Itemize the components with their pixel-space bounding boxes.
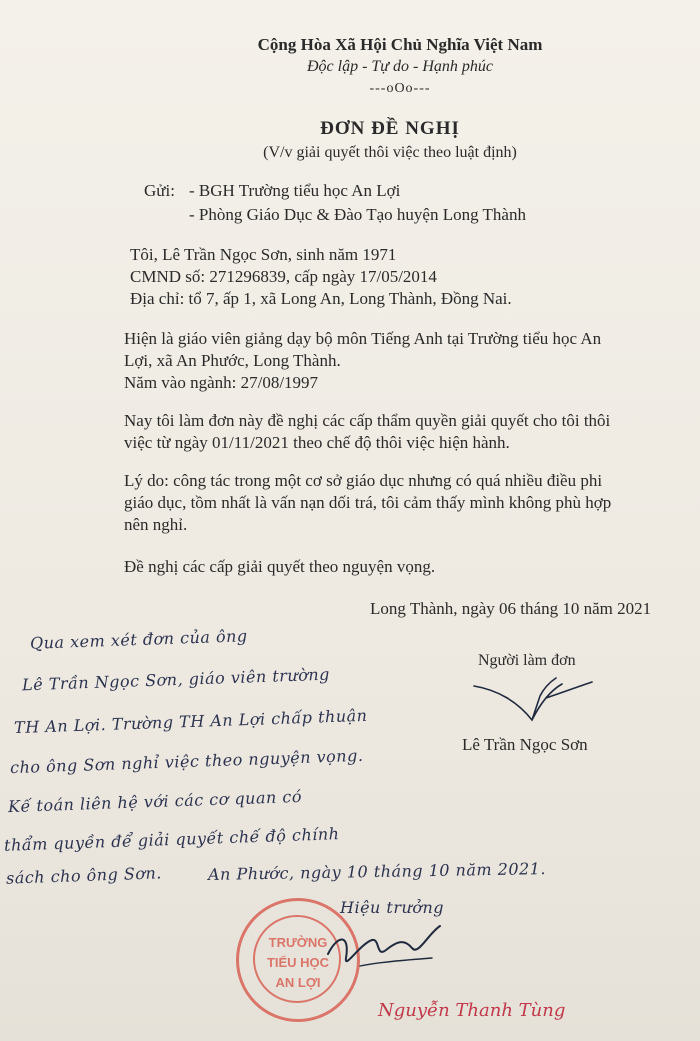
request-line: việc từ ngày 01/11/2021 theo chế độ thôi việc hiện hành. — [124, 433, 510, 452]
stamp-text: TRƯỜNG — [268, 935, 328, 950]
document-subject: (V/v giải quyết thôi việc theo luật định) — [263, 144, 517, 161]
handwritten-line: Kế toán liên hệ với các cơ quan có — [7, 786, 303, 817]
handwritten-line: Qua xem xét đơn của ông — [29, 626, 248, 653]
closing-line: Đề nghị các cấp giải quyết theo nguyện vọng. — [124, 557, 436, 576]
motto: Độc lập - Tự do - Hạnh phúc — [306, 58, 494, 75]
reason-line: Lý do: công tác trong một cơ sở giáo dục nhưng có quá nhiều điều phi — [124, 471, 603, 490]
position-line: Năm vào ngành: 27/08/1997 — [124, 373, 319, 392]
identity-line: Tôi, Lê Trần Ngọc Sơn, sinh năm 1971 — [130, 245, 397, 264]
position-line: Lợi, xã An Phước, Long Thành. — [124, 351, 341, 370]
applicant-label: Người làm đơn — [478, 652, 576, 669]
recipient-line: - Phòng Giáo Dục & Đào Tạo huyện Long Thành — [189, 205, 526, 224]
stamp-text: AN LỢI — [275, 975, 321, 990]
applicant-name: Lê Trần Ngọc Sơn — [462, 735, 588, 754]
recipient-line: - BGH Trường tiểu học An Lợi — [189, 181, 401, 200]
handwritten-line: cho ông Sơn nghỉ việc theo nguyện vọng. — [9, 745, 364, 778]
handwritten-line: thẩm quyền để giải quyết chế độ chính — [3, 824, 340, 855]
nation-heading: Cộng Hòa Xã Hội Chủ Nghĩa Việt Nam — [257, 35, 543, 54]
place-date: Long Thành, ngày 06 tháng 10 năm 2021 — [370, 599, 652, 618]
stamp-text: TIỂU HỌC — [266, 955, 330, 970]
principal-signature-icon — [320, 914, 450, 984]
applicant-signature-icon — [468, 668, 598, 728]
reason-line: giáo dục, tồm nhất là vấn nạn dối trá, tôi cảm thấy mình không phù hợp — [124, 493, 612, 512]
request-line: Nay tôi làm đơn này đề nghị các cấp thẩm quyền giải quyết cho tôi thôi — [124, 411, 611, 430]
principal-name: Nguyễn Thanh Tùng — [378, 1000, 566, 1021]
identity-line: Địa chỉ: tổ 7, ấp 1, xã Long An, Long Thành, Đồng Nai. — [130, 289, 512, 308]
handwritten-line: sách cho ông Sơn. — [5, 863, 163, 888]
document-title: ĐƠN ĐỀ NGHỊ — [320, 118, 460, 139]
identity-line: CMND số: 271296839, cấp ngày 17/05/2014 — [130, 267, 437, 286]
handwritten-line: TH An Lợi. Trường TH An Lợi chấp thuận — [13, 705, 368, 738]
position-line: Hiện là giáo viên giảng dạy bộ môn Tiếng Anh tại Trường tiểu học An — [124, 329, 602, 348]
header-divider: ---oOo--- — [369, 81, 431, 96]
handwritten-place-date: An Phước, ngày 10 tháng 10 năm 2021. — [207, 859, 547, 884]
reason-line: nên nghỉ. — [124, 515, 188, 534]
handwritten-role: Hiệu trưởng — [340, 898, 444, 917]
handwritten-line: Lê Trần Ngọc Sơn, giáo viên trường — [21, 664, 331, 695]
to-label: Gửi: — [144, 181, 175, 200]
